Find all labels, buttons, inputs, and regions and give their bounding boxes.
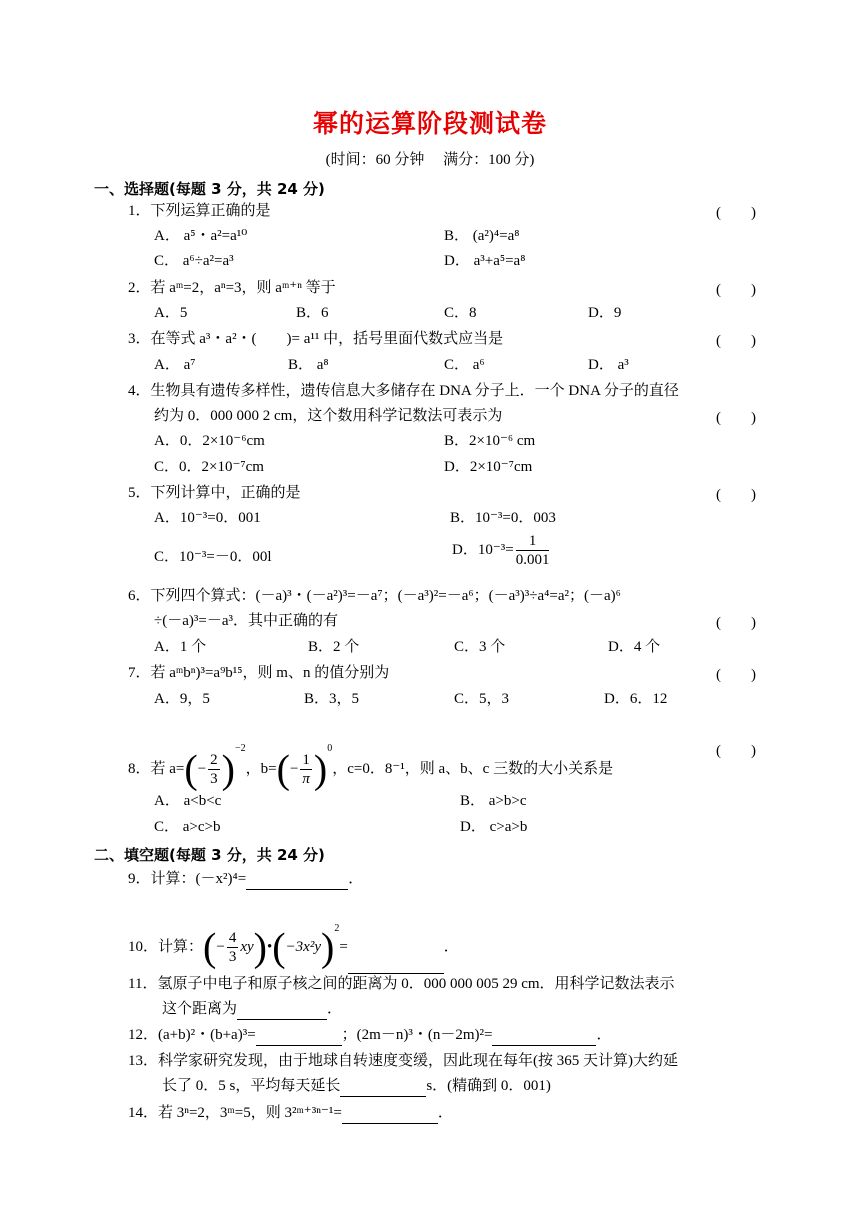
fraction-numerator: 1 bbox=[302, 752, 310, 769]
q7-option-b: B．3，5 bbox=[304, 691, 360, 707]
q1-answer-paren: ( ) bbox=[716, 205, 756, 221]
q14-line bbox=[128, 1103, 453, 1124]
q6-option-b: B．2 个 bbox=[308, 639, 360, 655]
q1-stem: 1．下列运算正确的是 bbox=[128, 203, 271, 219]
q1-option-a: A． a⁵・a²=a¹⁰ bbox=[154, 228, 248, 244]
q2-option-a: A．5 bbox=[154, 305, 188, 321]
q9-answer-blank[interactable] bbox=[246, 869, 348, 890]
period: ． bbox=[327, 1001, 343, 1017]
q3-option-a: A． a⁷ bbox=[154, 357, 196, 373]
q11-line1: 11．氢原子中电子和原子核之间的距离为 0．000 000 005 29 cm．用科学记数法表示 bbox=[128, 976, 675, 992]
q8-tail: ，c=0．8⁻¹，则 a、b、c 三数的大小关系是 bbox=[332, 761, 614, 777]
q5-stem: 5．下列计算中，正确的是 bbox=[128, 485, 301, 501]
q8-fraction-a bbox=[208, 751, 220, 788]
q5-option-c: C．10⁻³=－0．00l bbox=[154, 549, 272, 565]
q11-line2 bbox=[162, 999, 342, 1020]
q7-option-c: C．5，3 bbox=[454, 691, 510, 707]
q4-option-b: B．2×10⁻⁶ cm bbox=[444, 433, 536, 449]
q9-stem: 9．计算：(－x²)⁴= bbox=[128, 871, 247, 887]
q4-stem-line2: 约为 0．000 000 2 cm，这个数用科学记数法可表示为 bbox=[154, 408, 503, 424]
q13-line1: 13．科学家研究发现，由于地球自转速度变缓，因此现在每年(按 365 天计算)大约延 bbox=[128, 1053, 678, 1069]
q5-option-b: B．10⁻³=0．003 bbox=[450, 510, 556, 526]
q1-option-c: C． a⁶÷a²=a³ bbox=[154, 253, 234, 269]
q10-xy: xy bbox=[240, 939, 254, 955]
q14-stem: 14．若 3ⁿ=2，3ᵐ=5，则 3²ᵐ⁺³ⁿ⁻¹= bbox=[128, 1105, 342, 1121]
q11-answer-blank[interactable] bbox=[237, 999, 327, 1020]
fraction-denominator: 3 bbox=[210, 771, 218, 788]
q7-answer-paren: ( ) bbox=[716, 667, 756, 683]
fraction-numerator: 4 bbox=[228, 930, 237, 947]
period: ． bbox=[443, 939, 459, 955]
q4-option-d: D．2×10⁻⁷cm bbox=[444, 459, 533, 475]
q8-exponent-a: −2 bbox=[235, 743, 246, 754]
q12-line bbox=[128, 1025, 611, 1046]
fraction-denominator: 0.001 bbox=[515, 552, 550, 569]
period: ． bbox=[348, 871, 364, 887]
q10-lead: 10．计算： bbox=[128, 939, 204, 955]
q8-option-c: C． a>c>b bbox=[154, 819, 221, 835]
q10-equals: = bbox=[339, 939, 348, 955]
q5-option-a: A．10⁻³=0．001 bbox=[154, 510, 261, 526]
q10-exponent: 2 bbox=[334, 923, 340, 934]
fraction-denominator: 3 bbox=[228, 949, 237, 966]
q10-answer-blank[interactable] bbox=[348, 921, 444, 974]
q12-answer-blank-b[interactable] bbox=[492, 1025, 596, 1046]
q5-answer-paren: ( ) bbox=[716, 487, 756, 503]
q1-option-b: B． (a²)⁴=a⁸ bbox=[444, 228, 520, 244]
q8-fraction-b bbox=[300, 751, 312, 788]
q4-stem-line1: 4．生物具有遗传多样性，遗传信息大多储存在 DNA 分子上．一个 DNA 分子的直径 bbox=[128, 383, 679, 399]
q2-option-d: D．9 bbox=[588, 305, 622, 321]
fraction-denominator: π bbox=[302, 771, 310, 788]
q3-answer-paren: ( ) bbox=[716, 333, 756, 349]
q8-stem: 8．若 a=(− $\frac{2}{3}$ )$^{-2}$，b=(− $\frac{1}{\pi}$ )$^0$，c=0．8⁻¹，则 a、b、c 三数的大小关系是 bbox=[128, 743, 614, 792]
q6-option-d: D．4 个 bbox=[608, 639, 661, 655]
q8-exponent-b: 0 bbox=[327, 743, 333, 754]
q13-line2-b: s．(精确到 0．001) bbox=[426, 1078, 551, 1094]
q7-stem: 7．若 aᵐbⁿ)³=a⁹b¹⁵，则 m、n 的值分别为 bbox=[128, 665, 390, 681]
q12-part-b: ；(2m－n)³・(n－2m)²= bbox=[341, 1027, 493, 1043]
q12-answer-blank-a[interactable] bbox=[256, 1025, 342, 1046]
q8-lead: 8．若 a= bbox=[128, 761, 185, 777]
q10-dot: • bbox=[266, 939, 273, 955]
q5-option-d-fraction bbox=[516, 532, 550, 569]
q3-option-d: D． a³ bbox=[588, 357, 629, 373]
q2-answer-paren: ( ) bbox=[716, 282, 756, 298]
q6-answer-paren: ( ) bbox=[716, 615, 756, 631]
q3-option-c: C． a⁶ bbox=[444, 357, 485, 373]
q2-option-b: B．6 bbox=[296, 305, 329, 321]
fraction-numerator: 2 bbox=[210, 752, 218, 769]
q13-line2 bbox=[162, 1076, 551, 1097]
q13-answer-blank[interactable] bbox=[340, 1076, 426, 1097]
page-title: 幂的运算阶段测试卷 bbox=[312, 109, 547, 138]
q10-line: 10．计算：(− $\frac{4}{3}$ $xy)•(-3x^2y)^2=$ ． bbox=[128, 903, 459, 974]
q6-option-c: C．3 个 bbox=[454, 639, 506, 655]
q5-option-d bbox=[452, 530, 551, 570]
q6-stem-line1: 6．下列四个算式：(－a)³・(－a²)³=－a⁷；(－a³)²=－a⁶；(－a³)³÷a⁴=a²；(－a)⁶ bbox=[128, 588, 621, 604]
q6-option-a: A．1 个 bbox=[154, 639, 207, 655]
q9-line bbox=[128, 869, 363, 890]
q1-option-d: D． a³+a⁵=a⁸ bbox=[444, 253, 526, 269]
q8-option-b: B． a>b>c bbox=[460, 793, 527, 809]
q3-stem: 3．在等式 a³・a²・( )= a¹¹ 中，括号里面代数式应当是 bbox=[128, 331, 504, 347]
q2-stem: 2．若 aᵐ=2，aⁿ=3，则 aᵐ⁺ⁿ 等于 bbox=[128, 280, 336, 296]
q7-option-a: A．9，5 bbox=[154, 691, 210, 707]
q8-option-a: A． a<b<c bbox=[154, 793, 222, 809]
period: ． bbox=[596, 1027, 612, 1043]
q6-stem-line2: ÷(－a)³=－a³．其中正确的有 bbox=[154, 613, 338, 629]
q11-line2-text: 这个距离为 bbox=[162, 1001, 238, 1017]
section-fill-heading: 二、填空题(每题 3 分，共 24 分) bbox=[94, 846, 325, 864]
q5-option-d-label: D．10⁻³= bbox=[452, 542, 514, 558]
fraction-numerator: 1 bbox=[516, 532, 550, 551]
period: ． bbox=[437, 1105, 453, 1121]
q8-answer-paren: ( ) bbox=[716, 743, 756, 759]
q2-option-c: C．8 bbox=[444, 305, 477, 321]
q13-line2-a: 长了 0．5 s，平均每天延长 bbox=[162, 1078, 341, 1094]
q8-option-d: D． c>a>b bbox=[460, 819, 528, 835]
section-choice-heading: 一、选择题(每题 3 分，共 24 分) bbox=[94, 180, 325, 198]
exam-info: (时间：60 分钟 满分：100 分) bbox=[325, 152, 535, 168]
q4-option-a: A．0．2×10⁻⁶cm bbox=[154, 433, 265, 449]
q14-answer-blank[interactable] bbox=[342, 1103, 438, 1124]
q8-mid: ，b= bbox=[245, 761, 277, 777]
q3-option-b: B． a⁸ bbox=[288, 357, 329, 373]
q4-answer-paren: ( ) bbox=[716, 410, 756, 426]
q10-fraction bbox=[227, 929, 239, 966]
q4-option-c: C．0．2×10⁻⁷cm bbox=[154, 459, 264, 475]
q10-term2: −3x²y bbox=[285, 939, 321, 955]
q7-option-d: D．6．12 bbox=[604, 691, 668, 707]
q12-part-a: 12．(a+b)²・(b+a)³= bbox=[128, 1027, 256, 1043]
